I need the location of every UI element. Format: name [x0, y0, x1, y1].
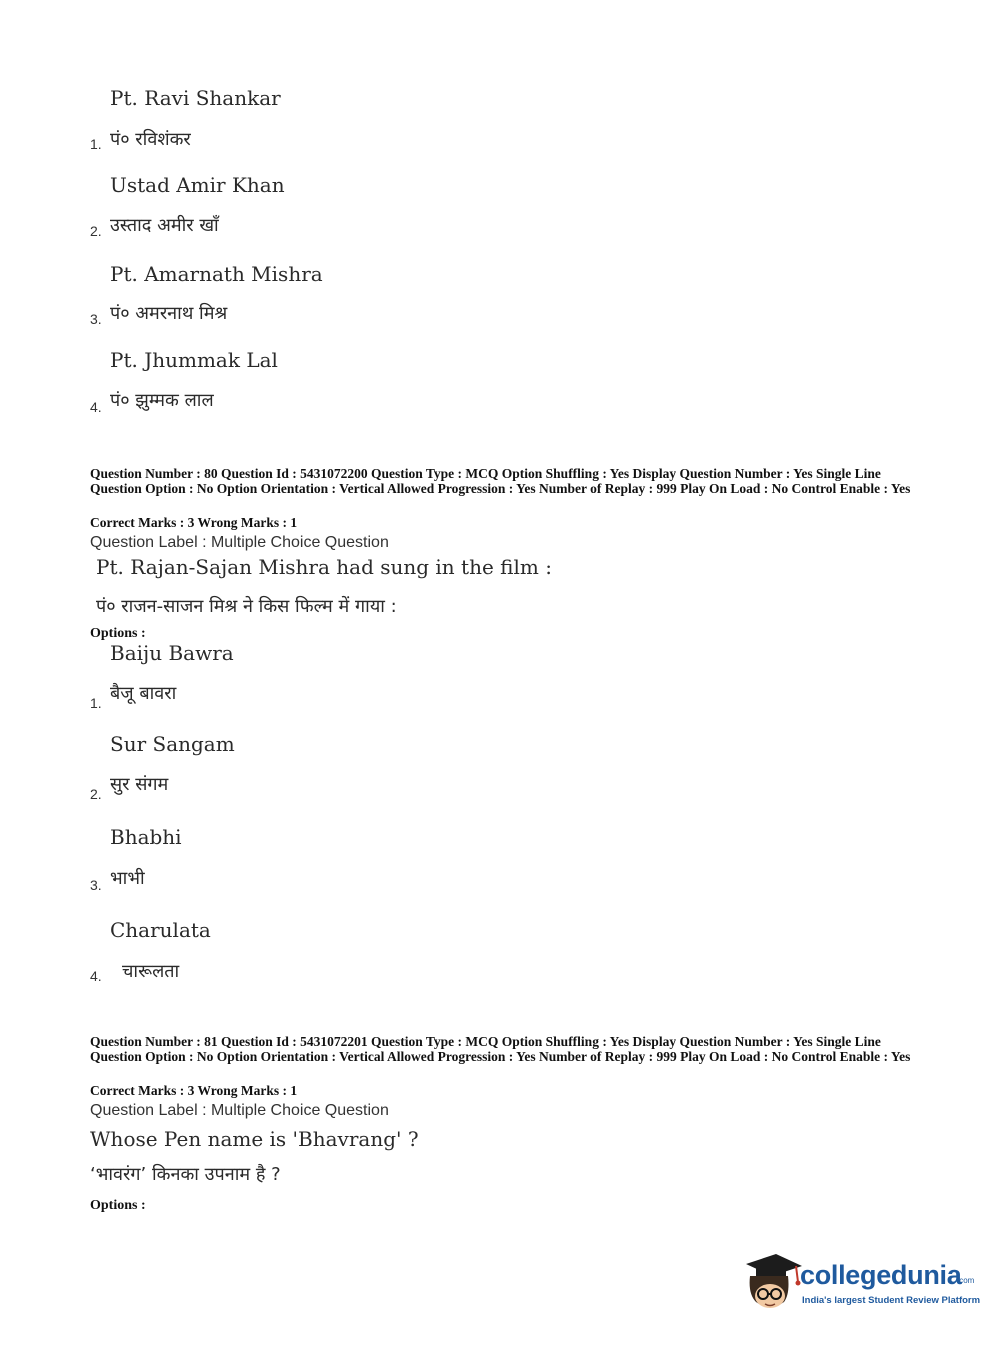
- q80-option-4-number: 4.: [90, 968, 102, 984]
- q80-option-4-english: Charulata: [110, 918, 211, 942]
- q80-option-3-english: Bhabhi: [110, 825, 182, 849]
- option-4-english: Pt. Jhummak Lal: [110, 348, 278, 372]
- option-2-hindi: उस्ताद अमीर खाँ: [110, 215, 219, 236]
- q80-option-4-hindi: चारूलता: [122, 961, 180, 982]
- question-80-text-hindi: पं० राजन-साजन मिश्र ने किस फिल्म में गाया :: [96, 596, 397, 617]
- option-3-number: 3.: [90, 311, 102, 327]
- option-3-hindi: पं० अमरनाथ मिश्र: [110, 303, 228, 324]
- option-4-number: 4.: [90, 399, 102, 415]
- question-80-options-heading: Options :: [90, 626, 146, 641]
- question-81-meta: Question Number : 81 Question Id : 5431072201 Question Type : MCQ Option Shuffling : Yes Display Question Number : Yes Single Line Question Option : No Option Orientation : Vertical Allowed Progression : Yes Number of Replay : 999 Play On Load : No Control Enable : Yes: [90, 1034, 911, 1064]
- option-1-english: Pt. Ravi Shankar: [110, 86, 281, 110]
- option-1-hindi: पं० रविशंकर: [110, 129, 191, 150]
- q80-option-3-hindi: भाभी: [110, 868, 145, 889]
- logo-wordmark: collegedunia: [800, 1260, 962, 1290]
- option-2-english: Ustad Amir Khan: [110, 173, 285, 197]
- question-80-meta: Question Number : 80 Question Id : 5431072200 Question Type : MCQ Option Shuffling : Yes Display Question Number : Yes Single Line Question Option : No Option Orientation : Vertical Allowed Progression : Yes Number of Replay : 999 Play On Load : No Control Enable : Yes: [90, 466, 911, 496]
- question-80-marks: Correct Marks : 3 Wrong Marks : 1: [90, 515, 298, 530]
- question-81-text-english: Whose Pen name is 'Bhavrang' ?: [90, 1127, 419, 1151]
- question-80-label: Question Label : Multiple Choice Question: [90, 534, 389, 551]
- q80-option-3-number: 3.: [90, 877, 102, 893]
- q80-option-2-number: 2.: [90, 786, 102, 802]
- logo-tagline: India's largest Student Review Platform: [802, 1295, 981, 1306]
- option-1-number: 1.: [90, 136, 102, 152]
- q80-option-1-number: 1.: [90, 695, 102, 711]
- question-81-options-heading: Options :: [90, 1198, 146, 1213]
- question-81-marks: Correct Marks : 3 Wrong Marks : 1: [90, 1083, 298, 1098]
- logo-domain-suffix: .com: [957, 1276, 975, 1285]
- option-2-number: 2.: [90, 223, 102, 239]
- mascot-graduate-icon: [740, 1250, 802, 1316]
- question-81-label: Question Label : Multiple Choice Question: [90, 1102, 389, 1119]
- q80-option-2-english: Sur Sangam: [110, 732, 235, 756]
- question-80-text-english: Pt. Rajan-Sajan Mishra had sung in the film :: [96, 555, 552, 579]
- option-4-hindi: पं० झुम्मक लाल: [110, 390, 214, 411]
- q80-option-2-hindi: सुर संगम: [110, 774, 169, 795]
- collegedunia-logo: [740, 1248, 981, 1318]
- question-81-text-hindi: ‘भावरंग’ किनका उपनाम है ?: [90, 1164, 281, 1185]
- q80-option-1-hindi: बैजू बावरा: [110, 683, 177, 704]
- q80-option-1-english: Baiju Bawra: [110, 641, 234, 665]
- option-3-english: Pt. Amarnath Mishra: [110, 262, 323, 286]
